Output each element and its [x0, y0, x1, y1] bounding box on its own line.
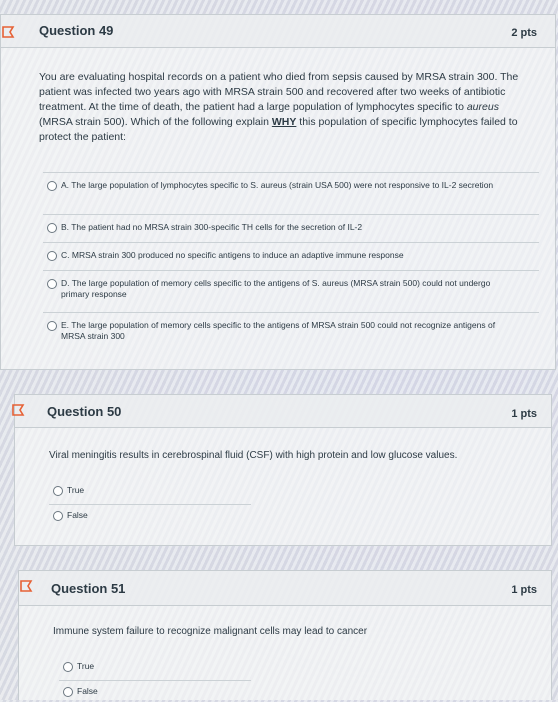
question-51: [18, 570, 552, 700]
answer-false[interactable]: [49, 504, 251, 526]
answer-option-a-text: A. The large population of lymphocytes specific to S. aureus (strain USA 500) were not responsive to IL-2 secretion: [61, 180, 494, 190]
radio-button[interactable]: [63, 662, 73, 672]
question-49-points: 2 pts: [511, 27, 537, 39]
answer-option-d[interactable]: [43, 270, 539, 310]
question-51-title: Question 51: [51, 581, 126, 596]
question-49-text-part: (MRSA strain 500). Which of the following explain: [39, 116, 272, 128]
question-49-text-emphasis: WHY: [271, 116, 297, 128]
answer-option-e[interactable]: [43, 312, 539, 352]
answer-option-c-text: C. MRSA strain 300 produced no specific antigens to induce an adaptive immune response: [61, 250, 404, 260]
radio-button[interactable]: [47, 251, 57, 261]
answer-true[interactable]: [49, 480, 251, 502]
flag-icon[interactable]: [11, 404, 25, 416]
question-50-header: [14, 394, 552, 428]
question-51-text: Immune system failure to recognize malignant cells may lead to cancer: [53, 626, 368, 637]
flag-icon[interactable]: [1, 26, 15, 38]
radio-button[interactable]: [47, 181, 57, 191]
question-50-title: Question 50: [47, 404, 122, 419]
radio-button[interactable]: [53, 486, 63, 496]
answer-true[interactable]: [59, 656, 251, 678]
answer-option-e-text: E. The large population of memory cells specific to the antigens of MRSA strain 500 could not recognize antigens of MRSA strain 300: [61, 320, 496, 341]
question-50-text: Viral meningitis results in cerebrospinal fluid (CSF) with high protein and low glucose values.: [49, 450, 458, 461]
radio-button[interactable]: [53, 511, 63, 521]
question-49-text: [39, 70, 531, 145]
question-49-title: Question 49: [39, 23, 114, 38]
question-51-header: [18, 570, 552, 606]
question-49-body: [0, 48, 556, 370]
answer-false-text: False: [67, 510, 88, 520]
answer-option-d-text: D. The large population of memory cells specific to the antigens of S. aureus (MRSA strain 500) could not undergo primary response: [61, 278, 491, 299]
flag-icon[interactable]: [19, 580, 33, 592]
answer-true-text: True: [67, 485, 85, 495]
answer-true-text: True: [77, 661, 95, 671]
answer-option-b-text: B. The patient had no MRSA strain 300-specific TH cells for the secretion of IL-2: [61, 222, 363, 232]
answer-false[interactable]: [59, 680, 251, 702]
question-50-body: [14, 428, 552, 546]
question-50: [14, 394, 552, 548]
question-51-points: 1 pts: [511, 584, 537, 596]
answer-option-b[interactable]: [43, 214, 539, 240]
question-49-header: [0, 14, 556, 48]
radio-button[interactable]: [47, 279, 57, 289]
answer-option-c[interactable]: [43, 242, 539, 268]
question-51-body: [18, 606, 552, 700]
radio-button[interactable]: [63, 687, 73, 697]
answer-option-a[interactable]: [43, 172, 539, 212]
radio-button[interactable]: [47, 321, 57, 331]
answer-false-text: False: [77, 686, 98, 696]
question-50-points: 1 pts: [511, 408, 537, 420]
question-49-text-part: this population of specific lymphocytes failed to protect the patient:: [39, 116, 518, 143]
radio-button[interactable]: [47, 223, 57, 233]
question-49-text-italic: aureus: [466, 101, 499, 113]
question-49-text-part: You are evaluating hospital records on a patient who died from sepsis caused by MRSA strain 300. The patient was infected two years ago with MRSA strain 500 and recovered after two weeks of antibiotic treatment. At the time of death, the patient had a large population of lymphocytes specific to: [39, 71, 519, 113]
